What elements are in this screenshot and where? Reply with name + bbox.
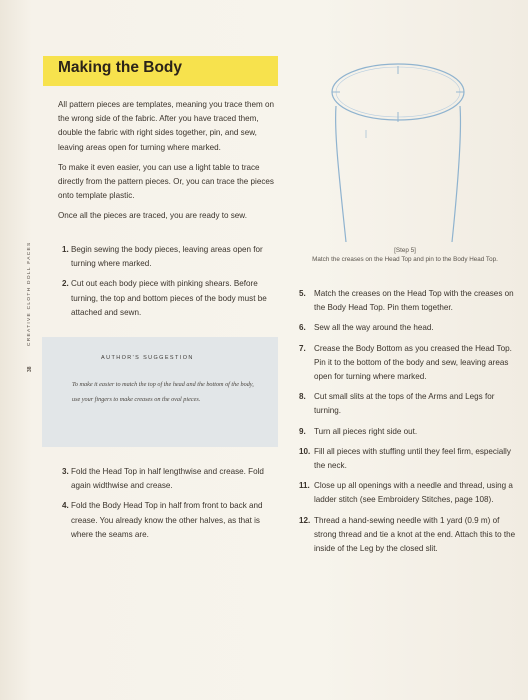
step-item [299, 287, 519, 315]
step-item [299, 425, 519, 439]
steps-list-bottom [58, 465, 276, 548]
step-number: 4. [62, 501, 69, 511]
step-number: 3. [62, 467, 69, 476]
intro-paragraph: Once all the pieces are traced, you are ready to sew. [58, 211, 247, 221]
step-number: 9. [299, 426, 306, 436]
author-suggestion-title: AUTHOR'S SUGGESTION [101, 355, 194, 361]
intro-text [58, 98, 276, 230]
running-side-label: CREATIVE CLOTH DOLL FACES [27, 241, 32, 346]
step-text: Crease the Body Bottom as you creased the Head Top. Pin it to the bottom of the body and sew, leaving areas open for turning where marked. [314, 343, 512, 382]
page-number: 38 [27, 366, 33, 372]
step-text: Thread a hand-sewing needle with 1 yard (0.9 m) of strong thread and tie a knot at the end. Attach this to the inside of the Leg by the closed slit. [314, 515, 516, 554]
step-item [58, 277, 276, 320]
step-number: 2. [62, 279, 69, 289]
step-number: 8. [299, 392, 306, 402]
step-item [58, 499, 276, 542]
step-item [299, 514, 519, 557]
step-text: Fold the Head Top in half lengthwise and crease. Fold again widthwise and crease. [71, 467, 264, 491]
step-number: 11. [299, 481, 310, 491]
step-number: 6. [299, 323, 306, 333]
step-text: Cut out each body piece with pinking shears. Before turning, the top and bottom pieces of the body must be attached and sewn. [71, 279, 267, 317]
step-item [299, 479, 519, 507]
head-top-pinning-illustration [318, 54, 478, 244]
figure-caption-block [285, 246, 525, 264]
step-text: Cut small slits at the tops of the Arms and Legs for turning. [314, 392, 495, 416]
step-text: Begin sewing the body pieces, leaving areas open for turning where marked. [71, 245, 263, 269]
step-text: Match the creases on the Head Top with the creases on the Body Head Top. Pin them together. [314, 289, 514, 313]
figure-step-label: [Step 5] [394, 247, 416, 254]
step-item [58, 465, 276, 493]
step-text: Sew all the way around the head. [314, 323, 434, 333]
step-text: Fold the Body Head Top in half from front to back and crease. You already know the other halves, as that is where the seams are. [71, 501, 263, 539]
section-header-bar [43, 56, 278, 86]
step-item [58, 243, 276, 271]
step-text: Turn all pieces right side out. [314, 426, 418, 436]
steps-list-right [299, 287, 519, 562]
step-item [299, 342, 519, 385]
step-number: 1. [62, 245, 69, 254]
figure-caption: Match the creases on the Head Top and pin to the Body Head Top. [312, 256, 498, 263]
step-number: 10. [299, 446, 311, 456]
section-title: Making the Body [58, 59, 183, 76]
step-text: Close up all openings with a needle and thread, using a ladder stitch (see Embroidery Stitches, page 108). [314, 481, 513, 505]
step-item [299, 321, 519, 335]
intro-paragraph: To make it even easier, you can use a light table to trace directly from the pattern pieces. Or, you can trace the pieces onto template plastic. [58, 162, 274, 201]
step-number: 7. [299, 343, 306, 353]
author-suggestion-text: To make it easier to match the top of the head and the bottom of the body, use your fingers to make creases on the oval pieces. [72, 381, 254, 403]
step-item [299, 445, 519, 473]
steps-list-top [58, 243, 276, 326]
step-text: Fill all pieces with stuffing until they feel firm, especially the neck. [314, 446, 511, 471]
step-item [299, 390, 519, 418]
step-number: 5. [299, 289, 306, 298]
intro-paragraph: All pattern pieces are templates, meaning you trace them on the wrong side of the fabric. After you have traced them, double the fabric with right sides together, pin, and sew, leaving areas open for turning where marked. [58, 100, 274, 152]
step-number: 12. [299, 515, 311, 525]
